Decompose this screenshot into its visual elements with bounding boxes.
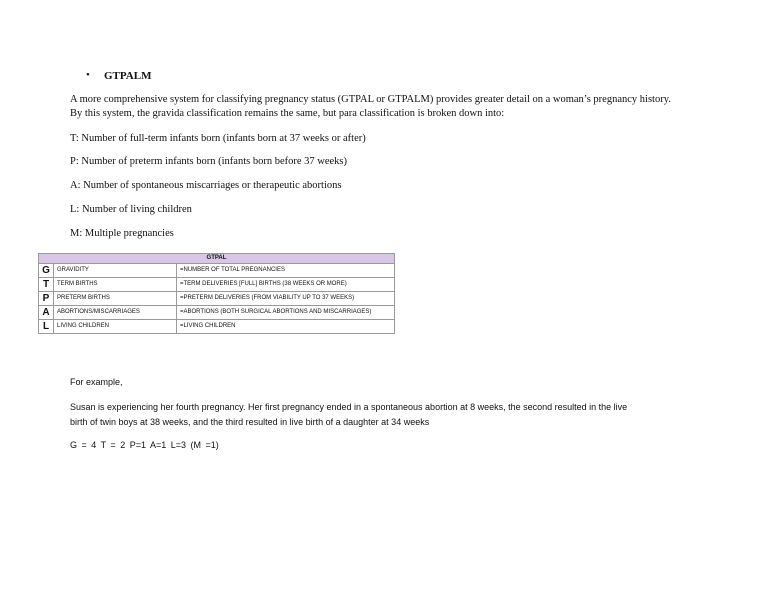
table-row [39,292,395,306]
row-letter: L [39,320,54,334]
row-letter: T [39,278,54,292]
definition-t: T: Number of full-term infants born (infants born at 37 weeks or after) [70,133,366,144]
example-title: For example, [70,377,123,387]
definition-p: P: Number of preterm infants born (infants born before 37 weeks) [70,156,348,167]
intro-line-1: A more comprehensive system for classifying pregnancy status (GTPAL or GTPALM) provides greater detail on a woman’s pregnancy history. [70,94,671,105]
gtpal-table [38,253,395,334]
definition-a: A: Number of spontaneous miscarriages or therapeutic abortions [70,180,342,191]
example-text-line-2: birth of twin boys at 38 weeks, and the third resulted in live birth of a daughter at 34 weeks [70,417,430,427]
row-letter: A [39,306,54,320]
row-term: LIVING CHILDREN [54,320,177,334]
heading-title: GTPALM [104,70,152,82]
row-term: GRAVIDITY [54,264,177,278]
example-text-line-1: Susan is experiencing her fourth pregnancy. Her first pregnancy ended in a spontaneous abortion at 8 weeks, the second resulted in the live [70,402,628,412]
row-letter: G [39,264,54,278]
row-term: ABORTIONS/MISCARRIAGES [54,306,177,320]
row-description: =LIVING CHILDREN [177,320,395,334]
bullet-icon: • [86,69,90,81]
definition-l: L: Number of living children [70,204,192,215]
table-row [39,278,395,292]
row-letter: P [39,292,54,306]
table-title: GTPAL [39,254,395,264]
row-term: TERM BIRTHS [54,278,177,292]
row-description: =PRETERM DELIVERIES (FROM VIABILITY UP TO 37 WEEKS) [177,292,395,306]
row-description: =ABORTIONS (BOTH SURGICAL ABORTIONS AND MISCARRIAGES) [177,306,395,320]
table-row [39,306,395,320]
definition-m: M: Multiple pregnancies [70,228,174,239]
row-term: PRETERM BIRTHS [54,292,177,306]
table-row [39,320,395,334]
example-result: G = 4 T = 2 P=1 A=1 L=3 (M =1) [70,440,219,450]
row-description: =NUMBER OF TOTAL PREGNANCIES [177,264,395,278]
table-row [39,264,395,278]
table-title-row [39,254,395,264]
intro-line-2: By this system, the gravida classification remains the same, but para classification is broken down into: [70,108,505,119]
row-description: =TERM DELIVERIES [FULL] BIRTHS (38 WEEKS OR MORE) [177,278,395,292]
